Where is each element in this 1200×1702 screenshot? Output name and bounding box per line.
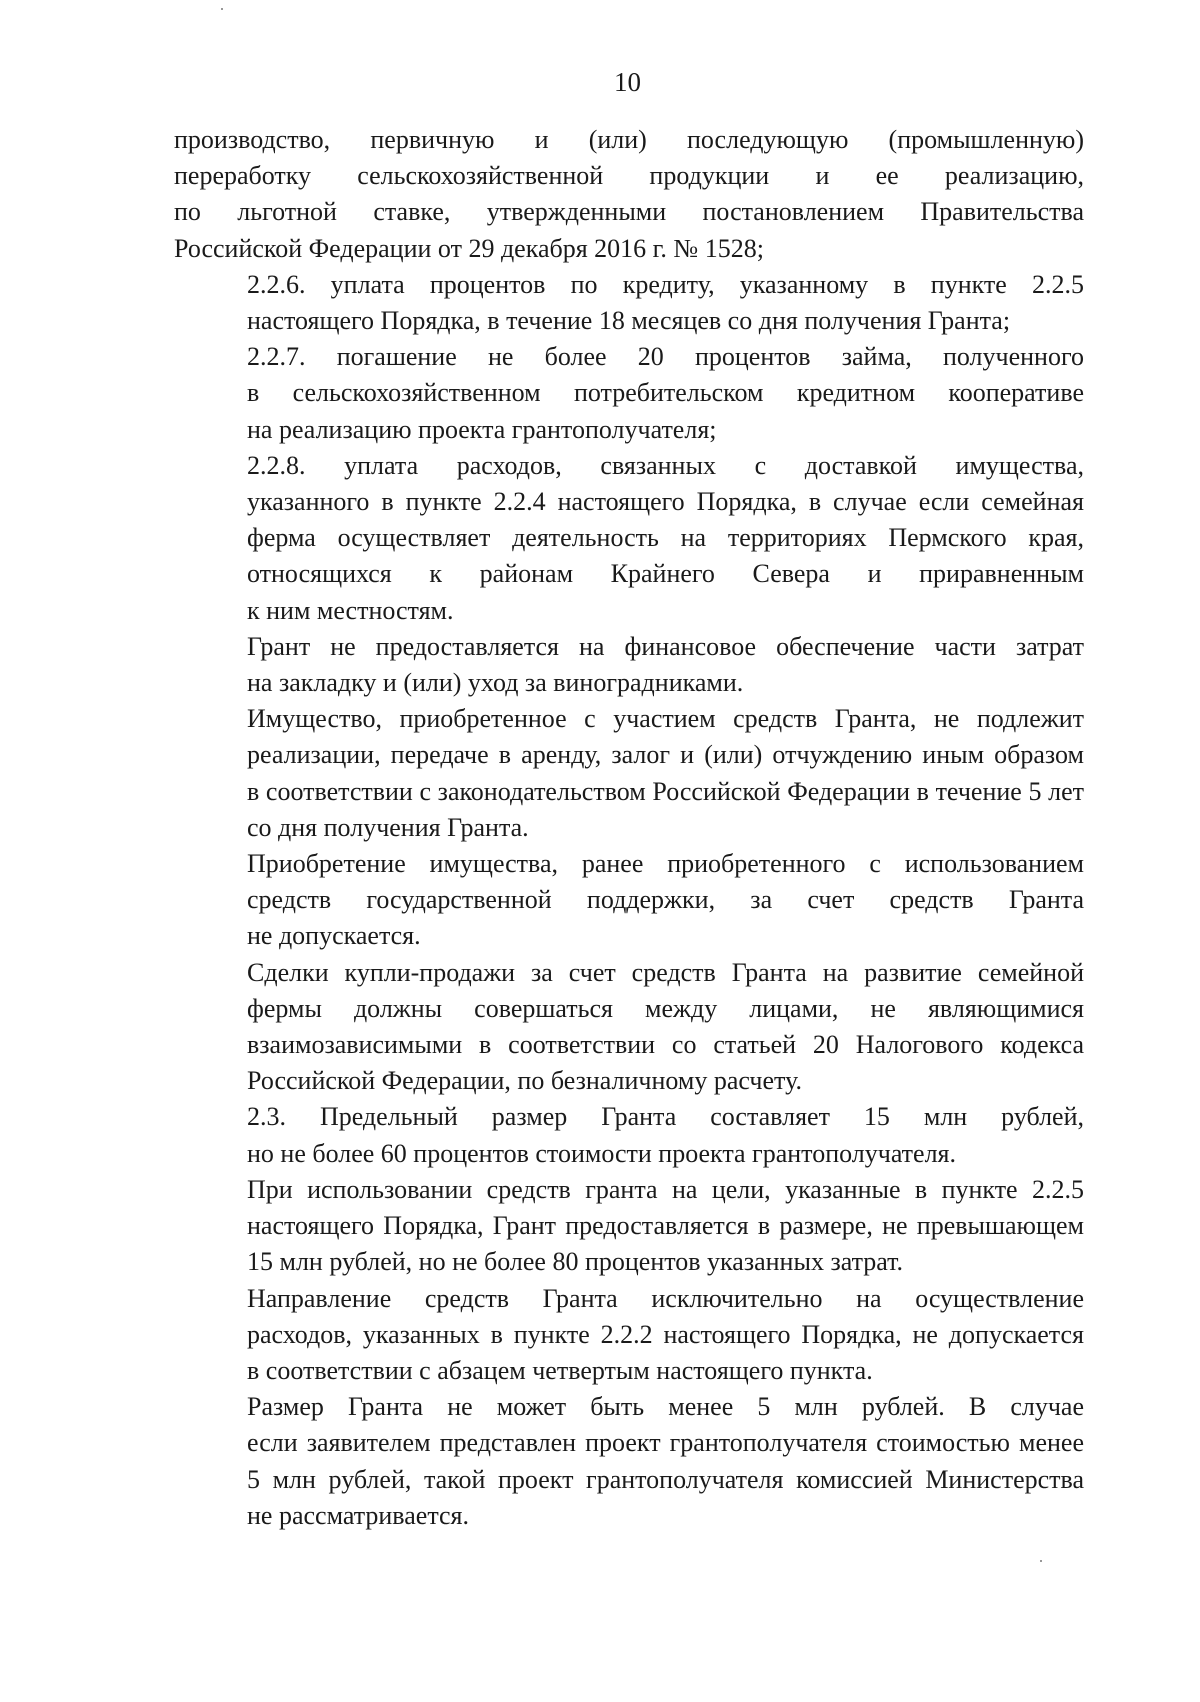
text-line: реализации, передаче в аренду, залог и (или) отчуждению иным образом [247, 740, 1084, 770]
text-line: расходов, указанных в пункте 2.2.2 настоящего Порядка, не допускается [247, 1319, 1084, 1349]
text-line: производство, первичную и (или) последующую (промышленную) [174, 125, 1084, 154]
text-line: Размер Гранта не может быть менее 5 млн рублей. В случае [247, 1392, 1084, 1422]
text-line: указанного в пункте 2.2.4 настоящего Порядка, в случае если семейная [247, 487, 1084, 517]
text-line: по льготной ставке, утвержденными постановлением Правительства [174, 197, 1084, 227]
paragraph [174, 1281, 1084, 1390]
text-line: относящихся к районам Крайнего Севера и приравненным [247, 559, 1084, 589]
text-line: на реализацию проекта грантополучателя; [247, 414, 717, 444]
paragraph [174, 701, 1084, 846]
text-line: Грант не предоставляется на финансовое обеспечение части затрат [247, 631, 1084, 661]
document-body [174, 122, 1084, 1534]
text-line: 2.3. Предельный размер Гранта составляет 15 млн рублей, [247, 1102, 1084, 1132]
text-line: 15 млн рублей, но не более 80 процентов указанных затрат. [247, 1247, 904, 1277]
paragraph [174, 1099, 1084, 1171]
text-line: не допускается. [247, 921, 421, 951]
text-line: Сделки купли-продажи за счет средств Гранта на развитие семейной [247, 957, 1084, 987]
text-line: средств государственной поддержки, за счет средств Гранта [247, 885, 1084, 915]
paragraph [174, 955, 1084, 1100]
text-line: 2.2.8. уплата расходов, связанных с доставкой имущества, [247, 450, 1084, 480]
text-line: Приобретение имущества, ранее приобретенного с использованием [247, 849, 1084, 879]
text-line: к ним местностям. [247, 595, 454, 625]
page-number: 10 [614, 67, 641, 97]
text-line: но не более 60 процентов стоимости проекта грантополучателя. [247, 1138, 957, 1168]
paragraph [174, 339, 1084, 448]
text-line: Имущество, приобретенное с участием средств Гранта, не подлежит [247, 704, 1084, 734]
text-line: При использовании средств гранта на цели, указанные в пункте 2.2.5 [247, 1174, 1084, 1204]
text-line: на закладку и (или) уход за виноградниками. [247, 668, 744, 698]
paragraph [174, 846, 1084, 955]
scan-speck [221, 8, 223, 10]
paragraph [174, 1389, 1084, 1534]
text-line: не рассматривается. [247, 1500, 470, 1530]
text-line: Российской Федерации от 29 декабря 2016 г. № 1528; [174, 233, 764, 263]
scan-speck [1040, 1560, 1042, 1562]
text-line: со дня получения Гранта. [247, 812, 529, 842]
text-line: ферма осуществляет деятельность на территориях Пермского края, [247, 523, 1084, 553]
text-line: 2.2.7. погашение не более 20 процентов займа, полученного [247, 342, 1084, 372]
text-line: Направление средств Гранта исключительно на осуществление [247, 1283, 1084, 1313]
paragraph [174, 448, 1084, 629]
paragraph [174, 122, 1084, 267]
paragraph [174, 1172, 1084, 1281]
text-line: 2.2.6. уплата процентов по кредиту, указанному в пункте 2.2.5 [247, 269, 1084, 299]
text-line: взаимозависимыми в соответствии со статьей 20 Налогового кодекса [247, 1030, 1084, 1060]
text-line: в сельскохозяйственном потребительском кредитном кооперативе [247, 378, 1084, 408]
text-line: настоящего Порядка, в течение 18 месяцев со дня получения Гранта; [247, 306, 1011, 336]
text-line: фермы должны совершаться между лицами, не являющимися [247, 993, 1084, 1023]
text-line: настоящего Порядка, Грант предоставляется в размере, не превышающем [247, 1211, 1084, 1241]
text-line: переработку сельскохозяйственной продукции и ее реализацию, [174, 161, 1084, 191]
text-line: Российской Федерации, по безналичному расчету. [247, 1066, 802, 1096]
paragraph [174, 629, 1084, 701]
text-line: в соответствии с абзацем четвертым настоящего пункта. [247, 1355, 873, 1385]
text-line: 5 млн рублей, такой проект грантополучателя комиссией Министерства [247, 1464, 1084, 1494]
text-line: если заявителем представлен проект грантополучателя стоимостью менее [247, 1428, 1084, 1458]
paragraph [174, 267, 1084, 339]
text-line: в соответствии с законодательством Российской Федерации в течение 5 лет [247, 776, 1084, 806]
